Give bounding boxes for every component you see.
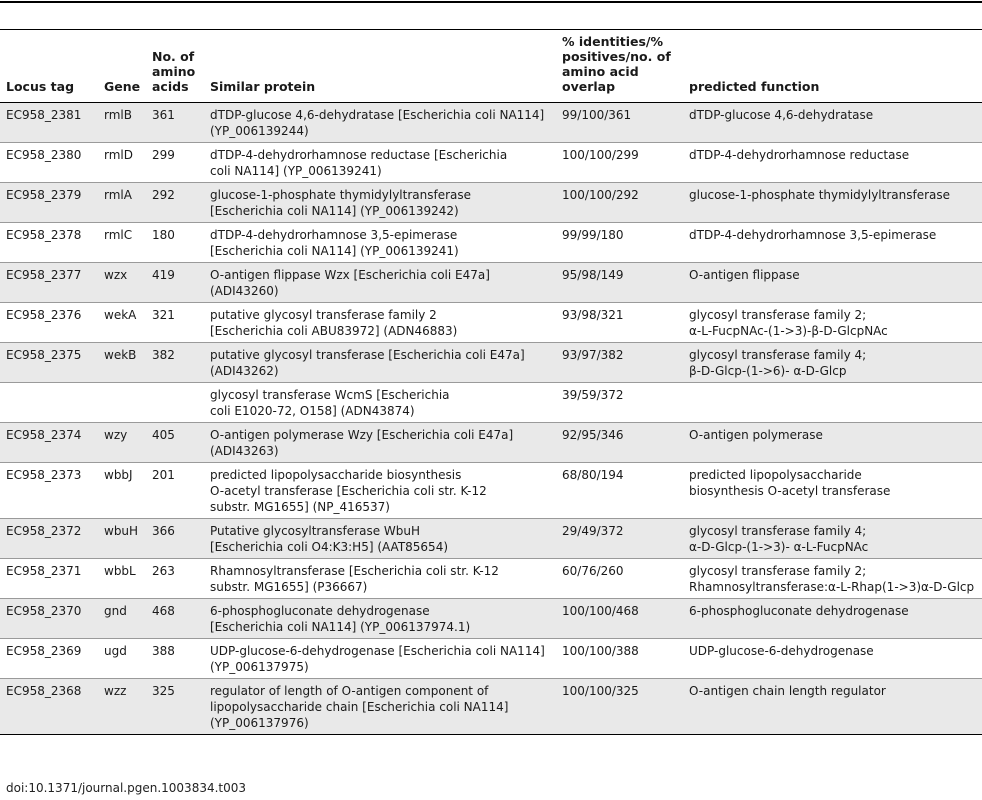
cell-similar-protein: dTDP-glucose 4,6-dehydratase [Escherichia coli NA114] (YP_006139244) — [204, 103, 556, 143]
cell-similar-protein: O-antigen flippase Wzx [Escherichia coli E47a] (ADI43260) — [204, 263, 556, 303]
cell-similar-protein: glucose-1-phosphate thymidylyltransferase [Escherichia coli NA114] (YP_006139242) — [204, 183, 556, 223]
table-row — [0, 263, 982, 303]
cell-gene: rmlC — [98, 223, 146, 263]
table-row — [0, 343, 982, 383]
cell-predicted-function: glycosyl transferase family 4; β-D-Glcp-(1->6)- α-D-Glcp — [683, 343, 982, 383]
cell-gene: wzz — [98, 679, 146, 735]
cell-amino-acids: 292 — [146, 183, 204, 223]
table-row — [0, 223, 982, 263]
cell-identities: 100/100/388 — [556, 639, 683, 679]
cell-gene: wzx — [98, 263, 146, 303]
cell-identities: 99/100/361 — [556, 103, 683, 143]
cell-identities: 99/99/180 — [556, 223, 683, 263]
cell-identities: 100/100/299 — [556, 143, 683, 183]
table-top-rule — [0, 1, 982, 29]
cell-gene: wekA — [98, 303, 146, 343]
table-row — [0, 463, 982, 519]
table-header — [0, 30, 982, 103]
cell-predicted-function: O-antigen polymerase — [683, 423, 982, 463]
cell-similar-protein: dTDP-4-dehydrorhamnose reductase [Escherichia coli NA114] (YP_006139241) — [204, 143, 556, 183]
cell-amino-acids: 419 — [146, 263, 204, 303]
cell-locus-tag: EC958_2368 — [0, 679, 98, 735]
cell-gene: gnd — [98, 599, 146, 639]
cell-locus-tag: EC958_2376 — [0, 303, 98, 343]
cell-predicted-function: glycosyl transferase family 2; Rhamnosyltransferase:α-L-Rhap(1->3)α-D-Glcp — [683, 559, 982, 599]
cell-similar-protein: predicted lipopolysaccharide biosynthesis O-acetyl transferase [Escherichia coli str. K-12 substr. MG1655] (NP_416537) — [204, 463, 556, 519]
cell-gene: wekB — [98, 343, 146, 383]
table-row — [0, 679, 982, 735]
cell-locus-tag: EC958_2379 — [0, 183, 98, 223]
cell-locus-tag: EC958_2381 — [0, 103, 98, 143]
header-predicted-function: predicted function — [683, 30, 982, 103]
cell-gene: wbbL — [98, 559, 146, 599]
cell-identities: 100/100/468 — [556, 599, 683, 639]
cell-predicted-function: glycosyl transferase family 4; α-D-Glcp-(1->3)- α-L-FucpNAc — [683, 519, 982, 559]
cell-identities: 60/76/260 — [556, 559, 683, 599]
cell-amino-acids: 388 — [146, 639, 204, 679]
cell-predicted-function: dTDP-glucose 4,6-dehydratase — [683, 103, 982, 143]
cell-amino-acids: 321 — [146, 303, 204, 343]
cell-amino-acids: 361 — [146, 103, 204, 143]
table-row — [0, 519, 982, 559]
cell-similar-protein: putative glycosyl transferase [Escherichia coli E47a] (ADI43262) — [204, 343, 556, 383]
cell-gene: wzy — [98, 423, 146, 463]
doi-caption: doi:10.1371/journal.pgen.1003834.t003 — [6, 781, 247, 795]
cell-predicted-function: UDP-glucose-6-dehydrogenase — [683, 639, 982, 679]
cell-locus-tag: EC958_2380 — [0, 143, 98, 183]
cell-amino-acids — [146, 383, 204, 423]
header-locus-tag: Locus tag — [0, 30, 98, 103]
cell-gene: wbbJ — [98, 463, 146, 519]
cell-locus-tag: EC958_2371 — [0, 559, 98, 599]
cell-gene: rmlA — [98, 183, 146, 223]
table-row — [0, 423, 982, 463]
cell-similar-protein: putative glycosyl transferase family 2 [Escherichia coli ABU83972] (ADN46883) — [204, 303, 556, 343]
table-row — [0, 559, 982, 599]
cell-predicted-function: dTDP-4-dehydrorhamnose 3,5-epimerase — [683, 223, 982, 263]
cell-locus-tag: EC958_2375 — [0, 343, 98, 383]
cell-predicted-function: 6-phosphogluconate dehydrogenase — [683, 599, 982, 639]
cell-locus-tag — [0, 383, 98, 423]
cell-similar-protein: 6-phosphogluconate dehydrogenase [Escherichia coli NA114] (YP_006137974.1) — [204, 599, 556, 639]
cell-amino-acids: 201 — [146, 463, 204, 519]
cell-amino-acids: 263 — [146, 559, 204, 599]
table-row — [0, 383, 982, 423]
cell-predicted-function: O-antigen chain length regulator — [683, 679, 982, 735]
cell-identities: 100/100/292 — [556, 183, 683, 223]
cell-locus-tag: EC958_2370 — [0, 599, 98, 639]
cell-amino-acids: 299 — [146, 143, 204, 183]
cell-similar-protein: dTDP-4-dehydrorhamnose 3,5-epimerase [Escherichia coli NA114] (YP_006139241) — [204, 223, 556, 263]
cell-locus-tag: EC958_2369 — [0, 639, 98, 679]
cell-similar-protein: regulator of length of O-antigen component of lipopolysaccharide chain [Escherichia coli NA114] (YP_006137976) — [204, 679, 556, 735]
cell-gene: rmlD — [98, 143, 146, 183]
cell-gene: rmlB — [98, 103, 146, 143]
cell-amino-acids: 180 — [146, 223, 204, 263]
cell-similar-protein: UDP-glucose-6-dehydrogenase [Escherichia coli NA114] (YP_006137975) — [204, 639, 556, 679]
cell-predicted-function — [683, 383, 982, 423]
table-row — [0, 639, 982, 679]
cell-predicted-function: O-antigen flippase — [683, 263, 982, 303]
cell-locus-tag: EC958_2377 — [0, 263, 98, 303]
header-gene: Gene — [98, 30, 146, 103]
cell-identities: 68/80/194 — [556, 463, 683, 519]
cell-predicted-function: glycosyl transferase family 2; α-L-FucpNAc-(1->3)-β-D-GlcpNAc — [683, 303, 982, 343]
header-amino-acids: No. of amino acids — [146, 30, 204, 103]
table-row — [0, 143, 982, 183]
cell-predicted-function: predicted lipopolysaccharide biosynthesis O-acetyl transferase — [683, 463, 982, 519]
cell-identities: 39/59/372 — [556, 383, 683, 423]
cell-identities: 93/97/382 — [556, 343, 683, 383]
cell-amino-acids: 325 — [146, 679, 204, 735]
cell-amino-acids: 468 — [146, 599, 204, 639]
cell-locus-tag: EC958_2374 — [0, 423, 98, 463]
cell-predicted-function: dTDP-4-dehydrorhamnose reductase — [683, 143, 982, 183]
gene-table — [0, 29, 982, 735]
table-body — [0, 103, 982, 735]
cell-amino-acids: 405 — [146, 423, 204, 463]
table-row — [0, 103, 982, 143]
cell-identities: 93/98/321 — [556, 303, 683, 343]
cell-gene — [98, 383, 146, 423]
cell-identities: 29/49/372 — [556, 519, 683, 559]
cell-amino-acids: 382 — [146, 343, 204, 383]
cell-identities: 92/95/346 — [556, 423, 683, 463]
cell-similar-protein: glycosyl transferase WcmS [Escherichia coli E1020-72, O158] (ADN43874) — [204, 383, 556, 423]
cell-similar-protein: O-antigen polymerase Wzy [Escherichia coli E47a] (ADI43263) — [204, 423, 556, 463]
header-similar-protein: Similar protein — [204, 30, 556, 103]
cell-identities: 100/100/325 — [556, 679, 683, 735]
cell-predicted-function: glucose-1-phosphate thymidylyltransferase — [683, 183, 982, 223]
header-identities: % identities/% positives/no. of amino acid overlap — [556, 30, 683, 103]
cell-identities: 95/98/149 — [556, 263, 683, 303]
cell-locus-tag: EC958_2378 — [0, 223, 98, 263]
cell-gene: ugd — [98, 639, 146, 679]
cell-locus-tag: EC958_2373 — [0, 463, 98, 519]
table-row — [0, 303, 982, 343]
cell-similar-protein: Putative glycosyltransferase WbuH [Escherichia coli O4:K3:H5] (AAT85654) — [204, 519, 556, 559]
cell-similar-protein: Rhamnosyltransferase [Escherichia coli str. K-12 substr. MG1655] (P36667) — [204, 559, 556, 599]
table-row — [0, 599, 982, 639]
cell-amino-acids: 366 — [146, 519, 204, 559]
cell-gene: wbuH — [98, 519, 146, 559]
cell-locus-tag: EC958_2372 — [0, 519, 98, 559]
table-row — [0, 183, 982, 223]
